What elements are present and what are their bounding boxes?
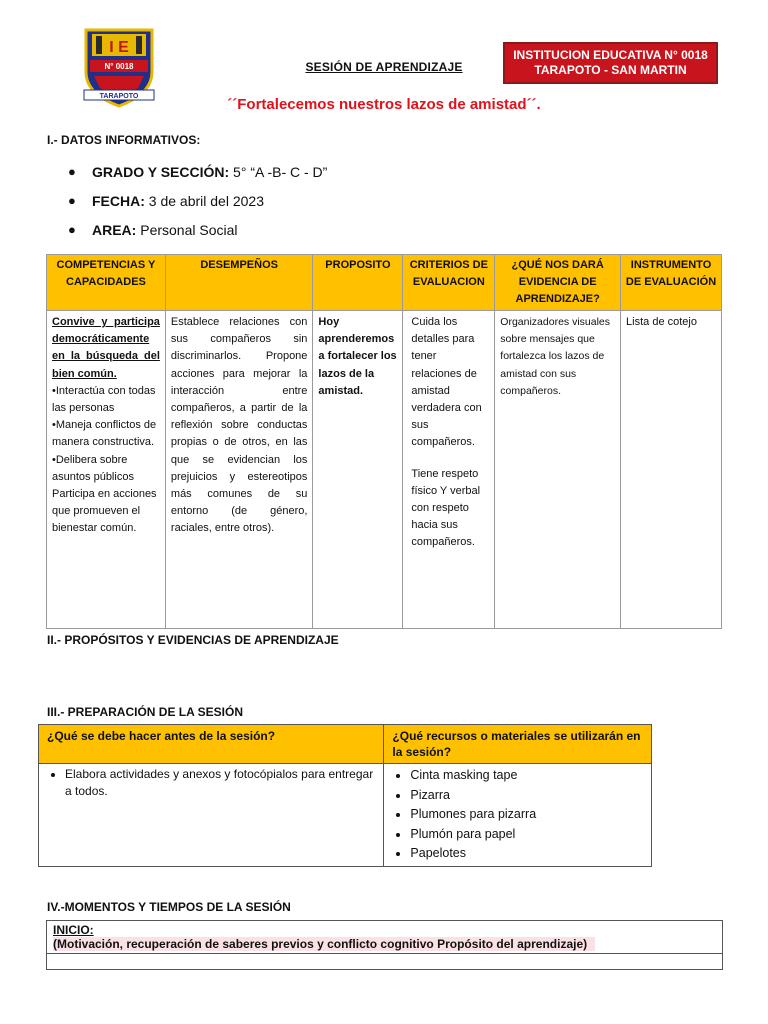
inicio-label: INICIO: (53, 923, 94, 937)
info-label: GRADO Y SECCIÓN: (92, 164, 230, 180)
table-row (47, 954, 723, 970)
section-heading-2: II.- PROPÓSITOS Y EVIDENCIAS DE APRENDIZAJE (47, 633, 339, 647)
info-value: 5° “A -B- C - D” (229, 164, 328, 180)
preparacion-table (38, 724, 652, 867)
bullet-icon: ● (68, 222, 76, 237)
info-label: AREA: (92, 222, 137, 238)
info-label: FECHA: (92, 193, 145, 209)
header-proposito: PROPOSITO (313, 255, 403, 311)
institution-line-2: TARAPOTO - SAN MARTIN (534, 63, 687, 77)
header-antes: ¿Qué se debe hacer antes de la sesión? (39, 725, 384, 764)
info-item-area (62, 222, 327, 251)
session-subtitle: ´´Fortalecemos nuestros lazos de amistad´´. (227, 96, 541, 113)
criterio-1: Cuida los detalles para tener relaciones de amistad verdadera con sus compañeros. (411, 316, 482, 449)
table-row (47, 921, 723, 954)
cell-recursos (384, 764, 652, 867)
list-item: • Papelotes (410, 844, 645, 864)
section-heading-3: III.- PREPARACIÓN DE LA SESIÓN (47, 705, 244, 719)
section-heading-1: I.- DATOS INFORMATIVOS: (47, 133, 201, 147)
header-recursos: ¿Qué recursos o materiales se utilizarán en la sesión? (384, 725, 652, 764)
cell-antes (39, 764, 384, 867)
document-title: SESIÓN DE APRENDIZAJE (305, 60, 463, 74)
info-list (62, 164, 327, 251)
list-item: • Pizarra (410, 786, 645, 806)
info-value: Personal Social (136, 222, 238, 238)
cell-criterios (403, 311, 495, 629)
bullet-icon: ● (68, 193, 76, 208)
cell-instrumento: Lista de cotejo (621, 311, 722, 629)
institution-box (503, 42, 718, 84)
info-value: 3 de abril del 2023 (144, 193, 264, 209)
list-item: • Plumones para pizarra (410, 805, 645, 825)
recursos-list (390, 766, 645, 864)
capacidad-item: •Maneja conflictos de manera constructiva. (52, 419, 157, 449)
table-row (39, 764, 652, 867)
institution-line-1: INSTITUCION EDUCATIVA N° 0018 (513, 48, 708, 62)
criterio-2: Tiene respeto físico Y verbal con respeto hacia sus compañeros. (411, 467, 481, 549)
table-header-row (47, 255, 722, 311)
bullet-icon: ● (68, 164, 76, 179)
info-item-fecha (62, 193, 327, 222)
list-item: • Elabora actividades y anexos y fotocópialos para entregar a todos. (65, 766, 377, 800)
header-desempenos: DESEMPEÑOS (165, 255, 313, 311)
capacidad-item: •Delibera sobre asuntos públicos (52, 453, 134, 483)
antes-list (45, 766, 377, 800)
competencia-title: Convive y participa democráticamente en la búsqueda del bien común. (52, 316, 160, 380)
info-item-grado (62, 164, 327, 193)
header-instrumento: INSTRUMENTO DE EVALUACIÓN (621, 255, 722, 311)
capacidad-item: Participa en acciones que promueven el bienestar común. (52, 488, 157, 535)
table-header-row (39, 725, 652, 764)
logo-number: N° 0018 (104, 62, 134, 71)
competencias-table (46, 254, 722, 629)
section-heading-4: IV.-MOMENTOS Y TIEMPOS DE LA SESIÓN (47, 900, 291, 914)
cell-desempenos: Establece relaciones con sus compañeros sin discriminarlos. Propone acciones para mejorar la interacción entre compañeros, a partir de la reflexión sobre conductas propias o de otros, en las que se evidencian los prejuicios y estereotipos más comunes de su entorno (de género, raciales, entre otros). (165, 311, 313, 629)
empty-cell (47, 954, 723, 970)
header-evidencia: ¿QUÉ NOS DARÁ EVIDENCIA DE APRENDIZAJE? (495, 255, 621, 311)
cell-proposito: Hoy aprenderemos a fortalecer los lazos de la amistad. (313, 311, 403, 629)
logo-letters: I E (109, 39, 129, 56)
cell-inicio (47, 921, 723, 954)
inicio-description: (Motivación, recuperación de saberes previos y conflicto cognitivo Propósito del aprendizaje) (53, 937, 595, 951)
header-criterios: CRITERIOS DE EVALUACION (403, 255, 495, 311)
list-item: • Plumón para papel (410, 825, 645, 845)
capacidad-item: •Interactúa con todas las personas (52, 384, 156, 415)
table-row (47, 311, 722, 629)
momentos-table (46, 920, 723, 970)
cell-evidencia: Organizadores visuales sobre mensajes que fortalezca los lazos de amistad con sus compañeros. (495, 311, 621, 629)
list-item: • Cinta masking tape (410, 766, 645, 786)
logo-banner: TARAPOTO (99, 93, 139, 100)
cell-competencias (47, 311, 166, 629)
header-competencias: COMPETENCIAS Y CAPACIDADES (47, 255, 166, 311)
